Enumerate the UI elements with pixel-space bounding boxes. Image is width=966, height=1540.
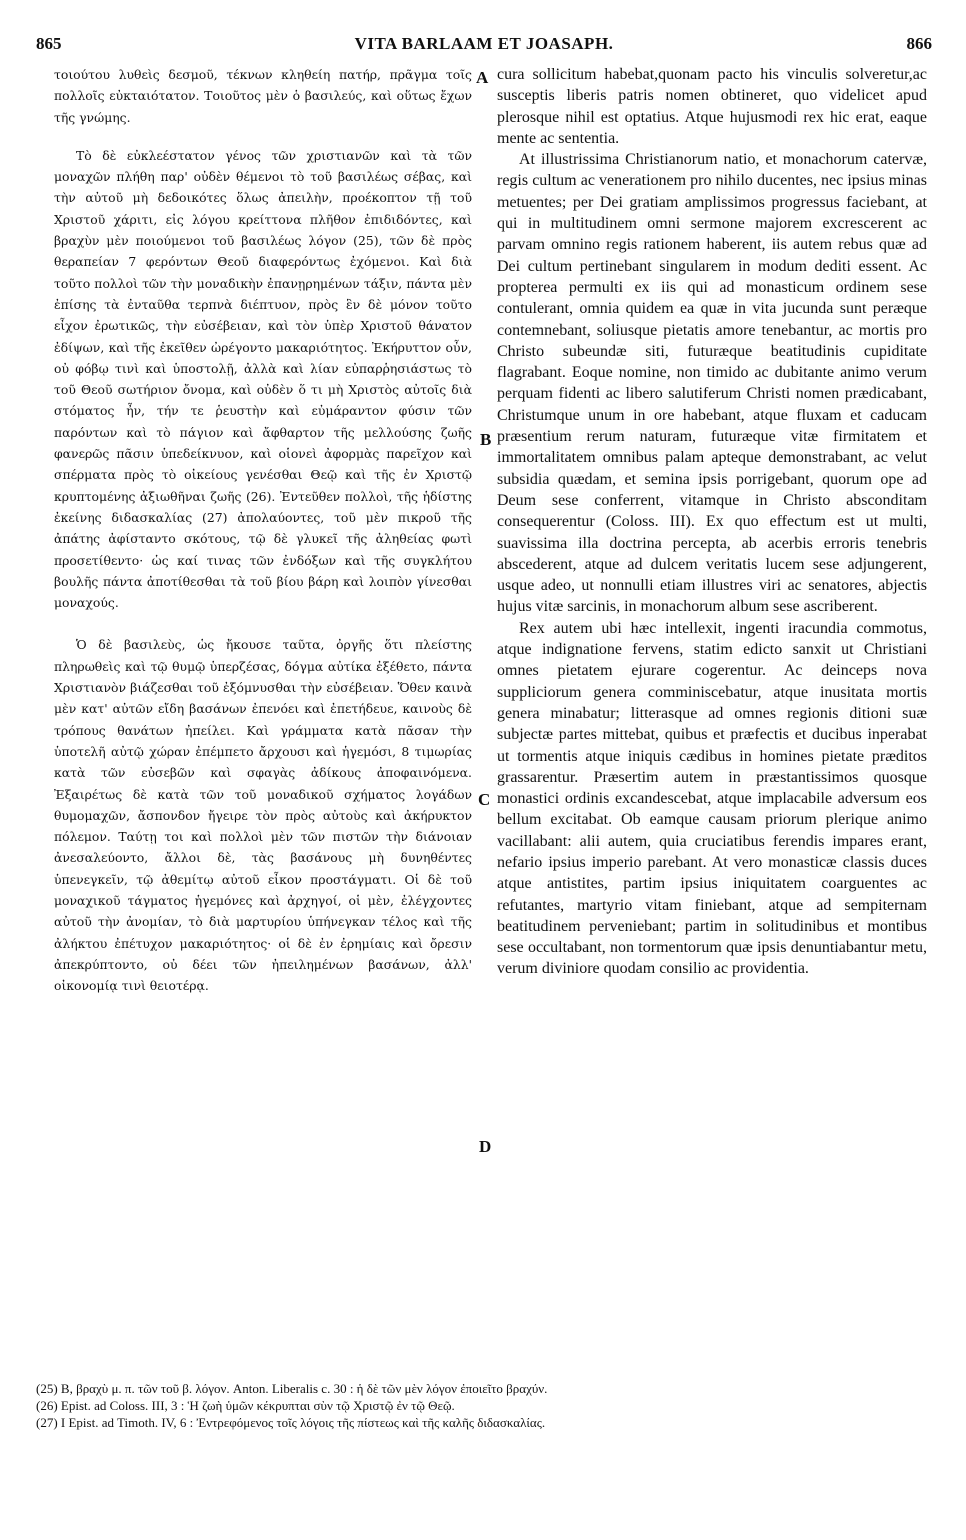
- margin-letter-b: B: [480, 430, 492, 449]
- page-header: [36, 34, 932, 58]
- footnote-26: (26) Epist. ad Coloss. III, 3 : Ἡ ζωὴ ὑμῶν κέκρυπται σὺν τῷ Χριστῷ ἐν τῷ Θεῷ.: [36, 1398, 455, 1413]
- latin-paragraph-3: Rex autem ubi hæc intellexit, ingenti iracundia commotus, atque indignatione fervens, statim edicto sanxit ut Christiani omnes pietatem ejurare cogerentur. Ac deinceps nova suppliciorum genera comminiscebatur, atque inusitata mortis genera minabatur; litterasque ad omnes regionis ditioni suæ subjectæ partes mittebat, quibus et præfectis et ducibus inperabat ut tormentis atque iniquis cædibus in homines pietate præditos grassarentur. Præsertim autem in præstantissimos quosque monastici ordinis excandescebat, atque implacabile adversum eos bellum excitabat. Ob eamque causam priorum plerique animo vacillabant: alii autem, quia cruciatibus ferendis impares erant, nefario ipsius imperio parebant. At vero monasticæ classis duces atque antistites, partim ipsius iniquitatem coarguentes ac refutantes, martyrio vitam finiebant, atque ad sempiternam beatitudinem perveniebant; partim in solitudinibus et montibus sese occultabant, non tormentorum quæ ipsis denuntiabantur metu, verum diviniore quodam consilio ac providentia.: [497, 619, 927, 978]
- footnote-25: (25) B, βραχὺ μ. π. τῶν τοῦ β. λόγον. Anton. Liberalis c. 30 : ἡ δὲ τῶν μὲν λόγον ἐποιεῖτο βραχύν.: [36, 1381, 548, 1396]
- greek-paragraph-2: Τὸ δὲ εὐκλεέστατον γένος τῶν χριστιανῶν καὶ τὰ τῶν μοναχῶν πλήθη παρ' οὐδὲν θέμενοι τὸ τοῦ βασιλέως σέβας, καὶ τὴν αὐτοῦ μὴ δεδοικότες ὅλως ἀπειλὴν, προέκοπτον τῇ τοῦ Χριστοῦ χάριτι, εἰς λόγου κρείττονα πλῆθον ἐπιδιδόντες, καὶ βραχὺν μὲν ποιούμενοι τοῦ βασιλέως λόγον (25), τῶν δὲ πρὸς θεραπείαν 7 φερόντων Θεοῦ διαφερόντως ἐχόμενοι. Καὶ διὰ τοῦτο πολλοὶ τῶν τὴν μοναδικὴν ἐπανῃρημένων τάξιν, πάντα μὲν ἐπίσης τὰ ἐνταῦθα τερπνὰ διέπτυον, πρὸς ἓν δὲ μόνον τοῦτο εἶχον ἐρωτικῶς, τὴν εὐσέβειαν, καὶ τὸν ὑπὲρ Χριστοῦ θάνατον ἐδίψων, καὶ τῆς ἐκεῖθεν ὠρέγοντο μακαριότητος. Ἐκήρυττον οὖν, οὐ φόβῳ τινὶ καὶ ὑποστολῇ, ἀλλὰ καὶ λίαν εὐπαρῥησιάστως τὸ τοῦ Θεοῦ σωτήριον ὄνομα, καὶ οὐδὲν ὅ τι μὴ Χριστὸς αὐτοῖς διὰ στόματος ἦν, τήν τε ῥευστὴν καὶ εὐμάραντον φύσιν τῶν παρόντων καὶ τὸ πάγιον καὶ ἄφθαρτον τῆς μελλούσης ζωῆς φανερῶς πᾶσιν ὑπεδείκνυον, καὶ οἱονεὶ ἀφορμὰς παρεῖχον καὶ σπέρματα πρὸς τὸ οἰκείους γενέσθαι Θεῷ καὶ τῆς ἐν Χριστῷ κρυπτομένης ἀξιωθῆναι ζωῆς (26). Ἐντεῦθεν πολλοὶ, τῆς ἡδίστης ἐκείνης διδασκαλίας (27) ἀπολαύοντες, τοῦ μὲν πικροῦ τῆς ἀπάτης ἀφίσταντο σκότους, τῷ δὲ γλυκεῖ τῆς ἀληθείας φωτὶ προσετίθεντο· ὡς καί τινας τῶν ἐνδόξων καὶ τῆς συγκλήτου βουλῆς πάντα ἀποτίθεσθαι τὰ τοῦ βίου βάρη καὶ λοιπὸν γίνεσθαι μοναχούς.: [54, 147, 472, 611]
- latin-column: [497, 64, 927, 980]
- greek-paragraph-3: Ὁ δὲ βασιλεὺς, ὡς ἤκουσε ταῦτα, ὀργῆς ὅτι πλείστης πληρωθεὶς καὶ τῷ θυμῷ ὑπερζέσας, δόγμα αὐτίκα ἐξέθετο, πάντα Χριστιανὸν βιάζεσθαι τοῦ ἐξόμνυσθαι τὴν εὐσέβειαν. Ὅθεν καινὰ μὲν κατ' αὐτῶν εἴδη βασάνων ἐπενόει καὶ ἐπετήδευε, καινοὺς δὲ τρόπους θανάτων ἠπείλει. Καὶ γράμματα κατὰ πᾶσαν τὴν ὑποτελῆ αὐτῷ χώραν ἐπέμπετο ἄρχουσι καὶ ἡγεμόσι, 8 τιμωρίας κατὰ τῶν εὐσεβῶν καὶ σφαγὰς ἀδίκους ἀποφαινόμενα. Ἐξαιρέτως δὲ κατὰ τῶν τοῦ μοναδικοῦ σχήματος λογάδων θυμομαχῶν, ἄσπονδον ἤγειρε τὸν πρὸς αὐτοὺς καὶ ἀκήρυκτον πόλεμον. Ταύτῃ τοι καὶ πολλοὶ μὲν τῶν πιστῶν τὴν διάνοιαν ἀνεσαλεύοντο, ἄλλοι δὲ, τὰς βασάνους μὴ δυνηθέντες ὑπενεγκεῖν, τῷ ἀθεμίτῳ αὐτοῦ εἶκον προστάγματι. Οἱ δὲ τοῦ μοναχικοῦ τάγματος ἡγεμόνες καὶ ἀρχηγοί, οἱ μὲν, ἐλέγχοντες αὐτοῦ τὴν ἀνομίαν, τὸ διὰ μαρτυρίου ὑπήνεγκαν τέλος καὶ τῆς ἀλήκτου ἐπέτυχον μακαριότητος· οἱ δὲ ἐν ἐρημίαις καὶ ὄρεσιν ἀπεκρύπτοντο, οὐ δέει τῶν ἠπειλημένων βασάνων, ἀλλ' οἰκονομίᾳ τινὶ θειοτέρᾳ.: [54, 637, 472, 994]
- margin-letter-c: C: [478, 790, 491, 809]
- latin-paragraph-1: cura sollicitum habebat,quonam pacto his vinculis solveretur,ac susceptis liberis patris nomen obtineret, quo videlicet apud plerosque nihil est optatius. Atque hujusmodi rex hic erat, eaque mente ac sententia.: [497, 66, 927, 147]
- greek-paragraph-1: τοιούτου λυθεὶς δεσμοῦ, τέκνων κληθείη πατήρ, πρᾶγμα τοῖς πολλοῖς εὐκταιότατον. Τοιοῦτος μὲν ὁ βασιλεύς, καὶ οὕτως ἔχων τῆς γνώμης.: [54, 67, 472, 125]
- margin-letter-d: D: [479, 1137, 492, 1156]
- latin-paragraph-2: At illustrissima Christianorum natio, et monachorum catervæ, regis cultum ac venerationem pro nihilo ducentes, nec ipsius minas metuentes; per Dei gratiam amplissimos progressus faciebant, at qui in multitudinem omni sermone majorem excrescerent ac parvam omnino regis rationem haberent, iis autem rebus quæ ad Dei cultum pertinebant singularem in modum dediti essent. Ac propterea permulti ex iis qui ad monasticum ordinem sese contulerant, omnia quidem ea quæ in vita jucunda sunt peræque contemnebant, soliusque pietatis amore tenebantur, ac mortis pro Christo subeundæ siti, futuræque beatitudinis cupiditate flagrabant. Eoque nomine, non timido ac dubitante animo verum perquam fidenti ac libero salutiferum Christi nomen prædicabant, Christumque unum in ore habebant, atque fluxam et caducam præsentium rerum naturam, futuræque vitæ firmitatem et immortalitatem omnibus palam apteque demonstrabant, ac velut subsidia quædam, et semina ipsis porrigebant, quorum ope ad Deum sese conferrent, vitamque in Christo absconditam consequerentur (Coloss. III). Ex quo effectum est ut multi, suavissima illa doctrina percepta, ab acerbis erroris tenebris abscederent, atque ad dulcem veritatis lucem sese adjungerent, usque adeo, ut nonnulli etiam illustres viri ac senatores, abjectis hujus vitæ sarcinis, in monachorum album sese ascriberent.: [497, 151, 927, 616]
- page-number-left: 865: [36, 34, 62, 53]
- footnotes: [36, 1380, 936, 1431]
- page-number-right: 866: [906, 34, 932, 53]
- running-title: VITA BARLAAM ET JOASAPH.: [354, 34, 614, 53]
- footnote-27: (27) I Epist. ad Timoth. IV, 6 : Ἐντρεφόμενος τοῖς λόγοις τῆς πίστεως καὶ τῆς καλῆς διδασκαλίας.: [36, 1415, 546, 1430]
- margin-letter-a: A: [476, 68, 489, 87]
- greek-column: [54, 64, 472, 996]
